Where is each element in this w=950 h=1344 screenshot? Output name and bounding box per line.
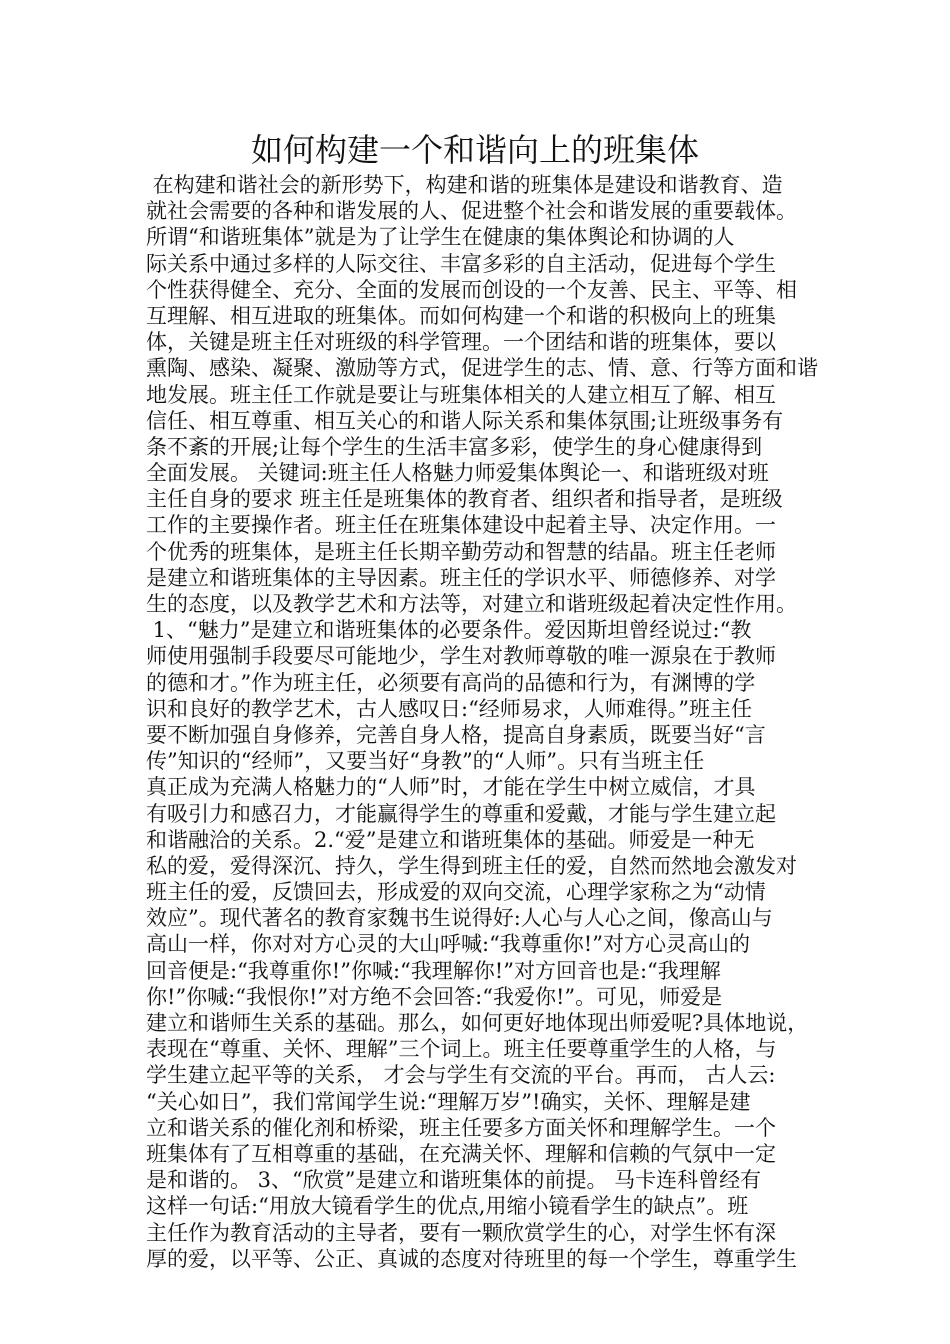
text-line: 真正成为充满人格魅力的“人师”时，才能在学生中树立威信，才具 xyxy=(146,775,756,800)
document-title: 如何构建一个和谐向上的班集体 xyxy=(250,131,699,169)
text-line: 效应”。现代著名的教育家魏书生说得好:人心与人心之间，像高山与 xyxy=(146,906,773,931)
text-line: 地发展。班主任工作就是要让与班集体相关的人建立相互了解、相互 xyxy=(146,382,776,407)
text-line: 在构建和谐社会的新形势下，构建和谐的班集体是建设和谐教育、造 xyxy=(146,173,783,197)
text-line: 熏陶、感染、凝聚、激励等方式，促进学生的志、情、意、行等方面和谐 xyxy=(146,356,818,381)
text-line: 有吸引力和感召力，才能赢得学生的尊重和爱戴，才能与学生建立起 xyxy=(146,801,776,826)
text-line: “关心如日”，我们常闻学生说:“理解万岁”!确实，关怀、理解是建 xyxy=(146,1089,751,1114)
text-line: 高山一样，你对对方心灵的大山呼喊:“我尊重你!”对方心灵高山的 xyxy=(146,932,750,957)
text-line: 全面发展。 关键词:班主任人格魅力师爱集体舆论一、和谐班级对班 xyxy=(146,461,769,486)
text-line: 班主任的爱，反馈回去，形成爱的双向交流，心理学家称之为“动情 xyxy=(146,880,766,905)
text-line: 体，关键是班主任对班级的科学管理。一个团结和谐的班集体，要以 xyxy=(146,330,776,355)
text-line: 私的爱，爱得深沉、持久，学生得到班主任的爱，自然而然地会激发对 xyxy=(146,853,797,878)
text-line: 主任作为教育活动的主导者，要有一颗欣赏学生的心，对学生怀有深 xyxy=(146,1220,776,1245)
text-line: 班集体有了互相尊重的基础，在充满关怀、理解和信赖的气氛中一定 xyxy=(146,1141,776,1166)
text-line: 这样一句话:“用放大镜看学生的优点,用缩小镜看学生的缺点”。班 xyxy=(146,1194,749,1219)
text-line: 师使用强制手段要尽可能地少，学生对教师尊敬的唯一源泉在于教师 xyxy=(146,644,776,669)
text-line: 要不断加强自身修养，完善自身人格，提高自身素质，既要当好“言 xyxy=(146,722,766,747)
text-line: 表现在“尊重、关怀、理解”三个词上。班主任要尊重学生的人格，与 xyxy=(146,1037,777,1062)
text-line: 你!”你喊:“我恨你!”对方绝不会回答:“我爱你!”。可见，师爱是 xyxy=(146,984,723,1009)
text-line: 学生建立起平等的关系， 才会与学生有交流的平台。再而， 古人云: xyxy=(146,1063,776,1088)
text-line: 立和谐关系的催化剂和桥梁，班主任要多方面关怀和理解学生。一个 xyxy=(146,1115,776,1140)
text-line: 际关系中通过多样的人际交往、丰富多彩的自主活动，促进每个学生 xyxy=(146,251,776,276)
text-line: 条不紊的开展;让每个学生的生活丰富多彩，使学生的身心健康得到 xyxy=(146,434,763,459)
text-line: 就社会需要的各种和谐发展的人、促进整个社会和谐发展的重要载体。 xyxy=(146,199,797,224)
text-line: 传”知识的“经师”，又要当好“身教”的“人师”。只有当班主任 xyxy=(146,749,705,774)
text-line: 主任自身的要求 班主任是班集体的教育者、组织者和指导者，是班级 xyxy=(146,487,783,512)
text-line: 识和良好的教学艺术，古人感叹日:“经师易求，人师难得。”班主任 xyxy=(146,696,753,721)
text-line: 是和谐的。 3、“欣赏”是建立和谐班集体的前提。 马卡连科曾经有 xyxy=(146,1168,762,1193)
text-line: 建立和谐师生关系的基础。那么，如何更好地体现出师爱呢?具体地说， xyxy=(146,1011,809,1035)
text-line: 是建立和谐班集体的主导因素。班主任的学识水平、师德修养、对学 xyxy=(146,565,776,590)
text-line: 和谐融洽的关系。2.“爱”是建立和谐班集体的基础。师爱是一种无 xyxy=(146,827,755,852)
text-line: 互理解、相互进取的班集体。而如何构建一个和谐的积极向上的班集 xyxy=(146,303,776,328)
text-line: 1、“魅力”是建立和谐班集体的必要条件。爱因斯坦曾经说过:“教 xyxy=(146,618,752,643)
text-line: 信任、相互尊重、相互关心的和谐人际关系和集体氛围;让班级事务有 xyxy=(146,408,784,433)
text-line: 个性获得健全、充分、全面的发展而创设的一个友善、民主、平等、相 xyxy=(146,277,797,302)
text-line: 生的态度，以及教学艺术和方法等，对建立和谐班级起着决定性作用。 xyxy=(146,592,797,616)
text-line: 个优秀的班集体，是班主任长期辛勤劳动和智慧的结晶。班主任老师 xyxy=(146,539,776,564)
text-line: 厚的爱，以平等、公正、真诚的态度对待班里的每一个学生，尊重学生 xyxy=(146,1246,797,1271)
text-line: 工作的主要操作者。班主任在班集体建设中起着主导、决定作用。一 xyxy=(146,513,776,538)
text-line: 的德和才。”作为班主任，必须要有高尚的品德和行为，有渊博的学 xyxy=(146,670,756,695)
text-line: 回音便是:“我尊重你!”你喊:“我理解你!”对方回音也是:“我理解 xyxy=(146,958,721,983)
document-body xyxy=(146,172,826,1272)
text-line: 所谓“和谐班集体”就是为了让学生在健康的集体舆论和协调的人 xyxy=(146,225,735,250)
